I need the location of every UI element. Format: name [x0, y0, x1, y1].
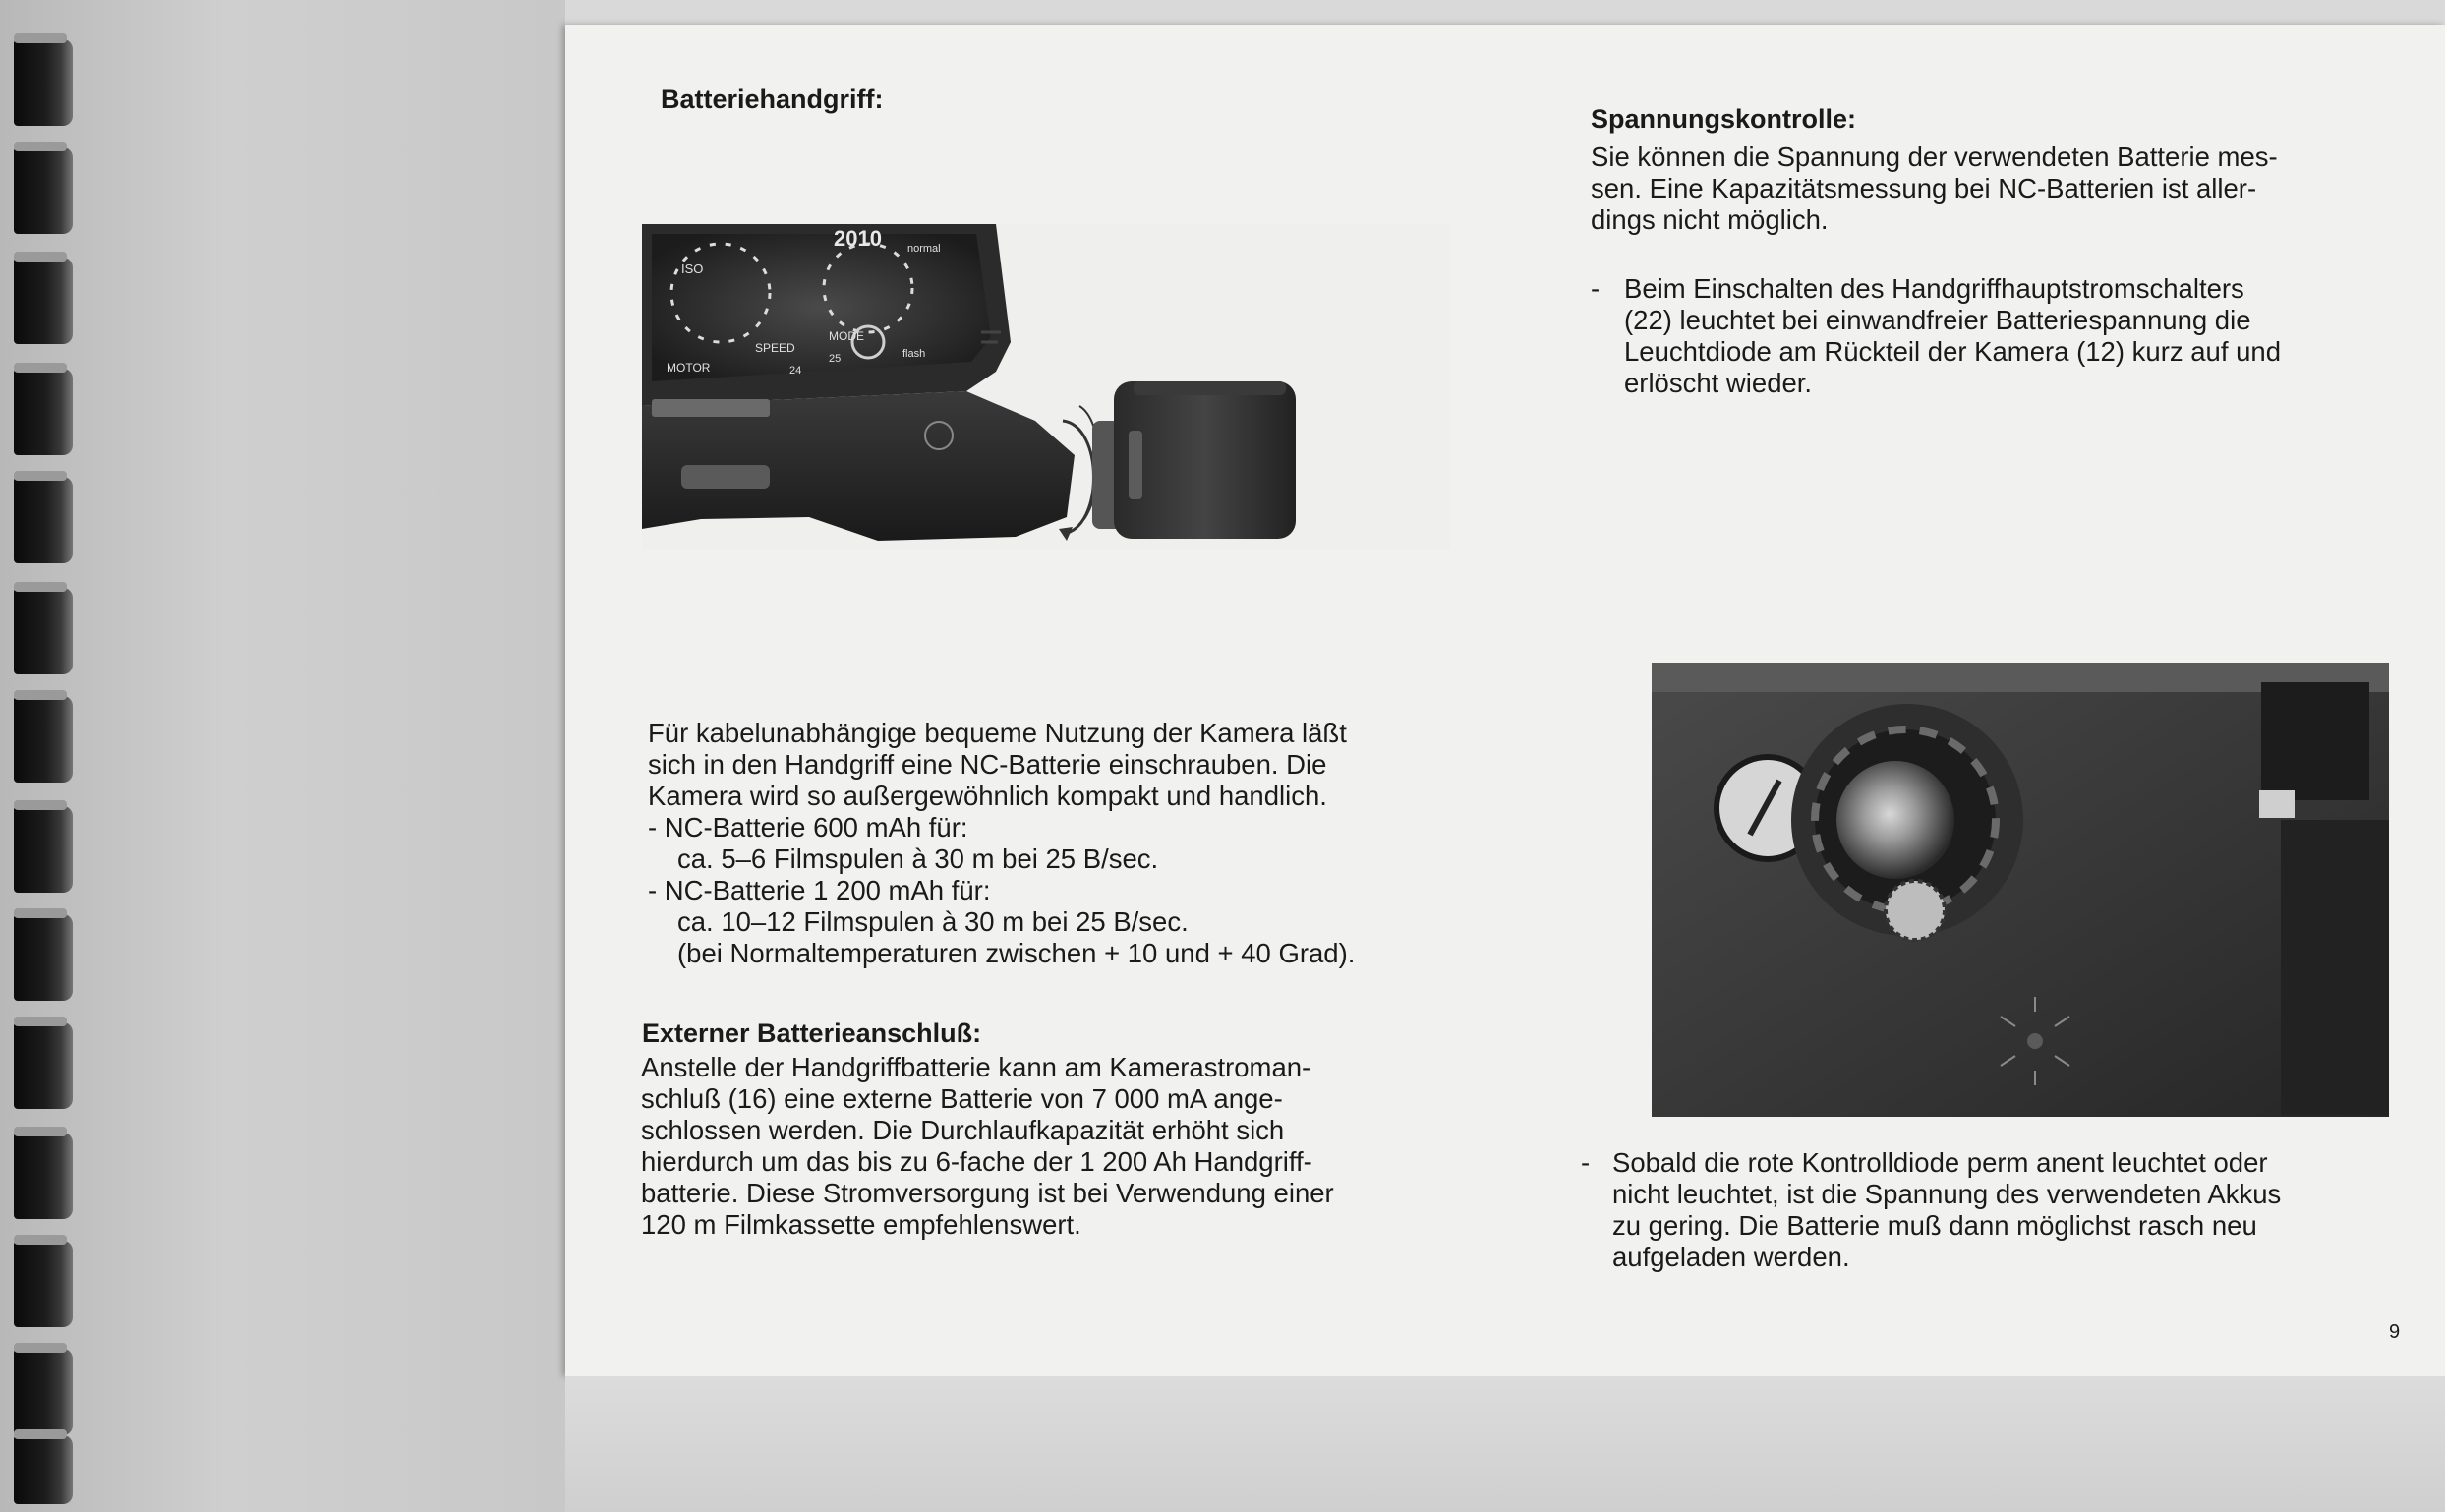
- temperature-note: (bei Normaltemperaturen zwischen + 10 und + 40 Grad).: [677, 938, 1356, 968]
- external-battery-heading: Externer Batterieanschluß:: [642, 1018, 982, 1048]
- binding-ring: [14, 258, 73, 344]
- diode-line: aufgeladen werden.: [1612, 1242, 1850, 1272]
- page-shadow: [565, 1376, 2445, 1512]
- switch-line: Beim Einschalten des Handgriffhauptstromschalters: [1624, 273, 2244, 304]
- iso-label: ISO: [681, 262, 704, 276]
- model-number-label: 2010: [834, 226, 882, 251]
- camera-rear-illustration: [1652, 663, 2389, 1117]
- external-line: schluß (16) eine externe Batterie von 7 000 mA ange-: [641, 1083, 1283, 1114]
- binding-ring: [14, 477, 73, 563]
- diode-line: nicht leuchtet, ist die Spannung des verwendeten Akkus: [1612, 1179, 2282, 1209]
- voltage-line: Sie können die Spannung der verwendeten Batterie mes-: [1591, 142, 2278, 172]
- binding-ring: [14, 914, 73, 1001]
- intro-paragraph: [648, 718, 1355, 969]
- flash-label: flash: [902, 348, 926, 360]
- binding-ring: [14, 1022, 73, 1109]
- page-number: 9: [2389, 1321, 2401, 1343]
- nc-1200-label: - NC-Batterie 1 200 mAh für:: [648, 875, 991, 905]
- external-battery-paragraph: [641, 1052, 1334, 1241]
- spiral-binding: [0, 0, 79, 1512]
- fps-25-label: 25: [829, 353, 842, 365]
- intro-line: sich in den Handgriff eine NC-Batterie einschrauben. Die: [648, 749, 1327, 780]
- speed-label: SPEED: [755, 341, 795, 355]
- control-panel-shape: [652, 234, 991, 381]
- fps-24-label: 24: [789, 365, 802, 377]
- external-line: hierdurch um das bis zu 6-fache der 1 200 Ah Handgriff-: [641, 1146, 1312, 1177]
- intro-line: Kamera wird so außergewöhnlich kompakt und handlich.: [648, 781, 1327, 811]
- binding-ring: [14, 1349, 73, 1435]
- eyepiece-lens-shape: [1836, 761, 1954, 879]
- bullet-dash: -: [1581, 1147, 1591, 1178]
- bullet-dash: -: [1591, 273, 1601, 304]
- camera-grip-illustration: [642, 224, 1450, 549]
- switch-bullet: [1591, 273, 2436, 401]
- battery-grip-heading: Batteriehandgriff:: [661, 85, 884, 114]
- camera-rear-photo: [1652, 663, 2389, 1117]
- voltage-control-heading: Spannungskontrolle:: [1591, 104, 1856, 134]
- switch-line: Leuchtdiode am Rückteil der Kamera (12) kurz auf und: [1624, 336, 2281, 367]
- motor-label: MOTOR: [667, 361, 711, 375]
- binding-ring: [14, 588, 73, 674]
- camera-grip-photo: [642, 224, 1450, 549]
- nc-1200-detail: ca. 10–12 Filmspulen à 30 m bei 25 B/sec.: [677, 906, 1189, 937]
- diode-line: zu gering. Die Batterie muß dann möglichst rasch neu: [1612, 1210, 2257, 1241]
- voltage-line: sen. Eine Kapazitätsmessung bei NC-Batterien ist aller-: [1591, 173, 2257, 204]
- binding-ring: [14, 1241, 73, 1327]
- binding-ring: [14, 806, 73, 893]
- nc-600-detail: ca. 5–6 Filmspulen à 30 m bei 25 B/sec.: [677, 843, 1159, 874]
- previous-page-edge: [0, 0, 565, 1512]
- binding-ring: [14, 147, 73, 234]
- binding-ring: [14, 369, 73, 455]
- external-line: Anstelle der Handgriffbatterie kann am Kamerastroman-: [641, 1052, 1311, 1082]
- binding-ring: [14, 696, 73, 783]
- binding-ring: [14, 1435, 73, 1504]
- diode-shape: [2027, 1033, 2043, 1049]
- external-line: 120 m Filmkassette empfehlenswert.: [641, 1209, 1081, 1240]
- switch-line: erlöscht wieder.: [1624, 368, 1813, 398]
- binding-ring: [14, 39, 73, 126]
- binding-ring: [14, 1133, 73, 1219]
- external-line: batterie. Diese Stromversorgung ist bei Verwendung einer: [641, 1178, 1334, 1208]
- mode-label: MODE: [829, 329, 864, 343]
- voltage-line: dings nicht möglich.: [1591, 204, 1829, 235]
- intro-line: Für kabelunabhängige bequeme Nutzung der Kamera läßt: [648, 718, 1347, 748]
- normal-label: normal: [907, 243, 941, 255]
- diode-bullet: [1581, 1147, 2426, 1275]
- voltage-paragraph: [1591, 142, 2278, 236]
- external-line: schlossen werden. Die Durchlaufkapazität erhöht sich: [641, 1115, 1285, 1145]
- diode-line: Sobald die rote Kontrolldiode perm anent leuchtet oder: [1612, 1147, 2268, 1178]
- switch-line: (22) leuchtet bei einwandfreier Batteriespannung die: [1624, 305, 2251, 335]
- nc-600-label: - NC-Batterie 600 mAh für:: [648, 812, 968, 843]
